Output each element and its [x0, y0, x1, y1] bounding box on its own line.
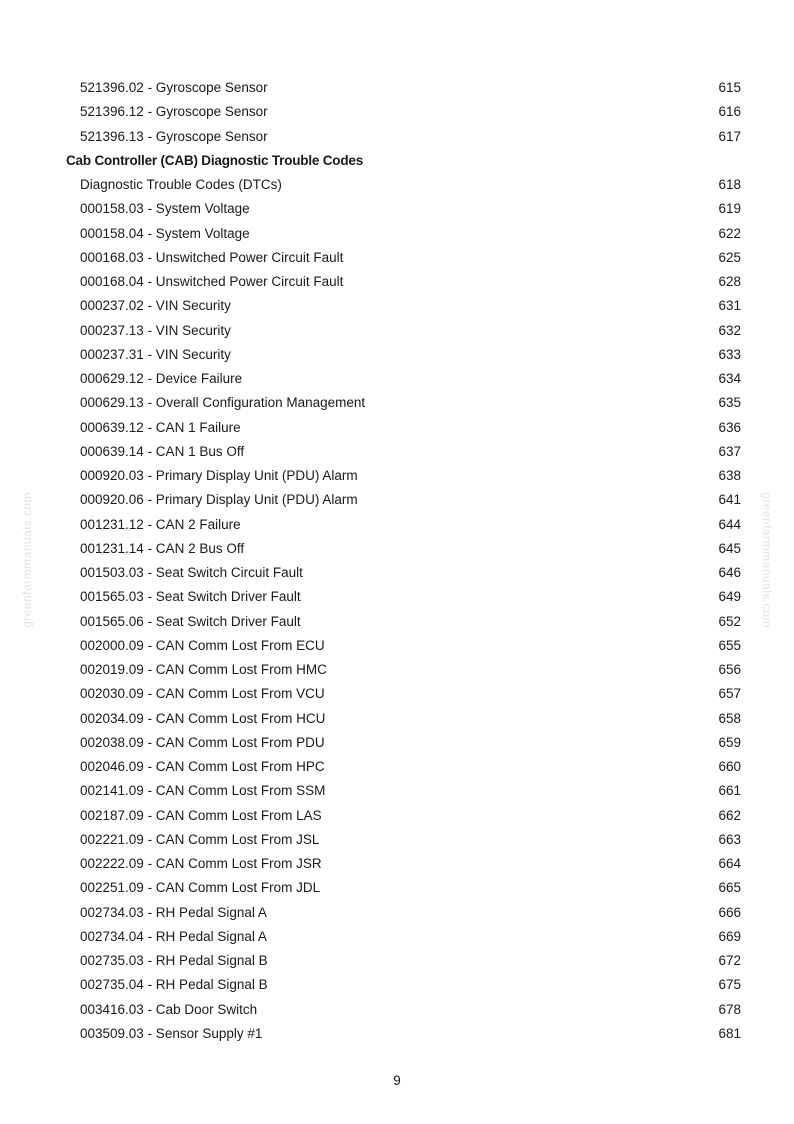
toc-entry-page-number: 636	[718, 419, 741, 435]
toc-entry-title: 002735.04 - RH Pedal Signal B	[80, 977, 268, 993]
toc-entry-page-number: 637	[718, 443, 741, 459]
toc-entry[interactable]	[0, 416, 794, 440]
toc-entry-title: 002734.03 - RH Pedal Signal A	[80, 904, 267, 920]
toc-entry[interactable]	[0, 513, 794, 537]
toc-entry-page-number: 656	[718, 662, 741, 677]
toc-entry[interactable]	[0, 610, 794, 634]
toc-entry-title: 002034.09 - CAN Comm Lost From HCU	[80, 710, 326, 726]
watermark-left: greenfarmmanuals.com	[20, 491, 34, 629]
toc-entry-page-number: 662	[718, 807, 741, 823]
toc-entry-page-number: 625	[718, 249, 741, 265]
toc-entry-title: 521396.12 - Gyroscope Sensor	[80, 104, 268, 120]
toc-entry-title: 000158.03 - System Voltage	[80, 201, 250, 217]
toc-entry-page-number: 681	[718, 1025, 741, 1041]
toc-entry-title: 000639.14 - CAN 1 Bus Off	[80, 443, 245, 459]
toc-entry[interactable]	[0, 852, 794, 876]
toc-entry-page-number: 638	[718, 468, 741, 483]
toc-entry[interactable]	[0, 100, 794, 124]
toc-entry[interactable]	[0, 76, 794, 100]
toc-entry-page-number: 665	[718, 880, 741, 896]
toc-entry-page-number: 616	[718, 104, 741, 120]
toc-entry[interactable]	[0, 949, 794, 973]
toc-entry[interactable]	[0, 270, 794, 294]
toc-entry-title: 521396.13 - Gyroscope Sensor	[80, 128, 268, 144]
toc-entry-page-number: 678	[718, 1001, 741, 1017]
toc-entry-title: 000168.04 - Unswitched Power Circuit Fault	[80, 274, 344, 289]
toc-entry-title: 000639.12 - CAN 1 Failure	[80, 419, 241, 435]
section-heading-title: Cab Controller (CAB) Diagnostic Trouble Codes	[66, 152, 364, 168]
toc-entry-title: 000920.03 - Primary Display Unit (PDU) Alarm	[80, 468, 358, 483]
toc-entry[interactable]	[0, 367, 794, 391]
page-number: 9	[393, 1073, 401, 1088]
toc-entry-title: 000629.12 - Device Failure	[80, 371, 243, 386]
toc-entry-page-number: 659	[718, 734, 741, 750]
toc-entry[interactable]	[0, 197, 794, 221]
toc-entry-title: 002222.09 - CAN Comm Lost From JSR	[80, 856, 322, 871]
toc-entry-title: 001231.12 - CAN 2 Failure	[80, 516, 241, 532]
toc-entry[interactable]	[0, 707, 794, 731]
toc-entry[interactable]	[0, 294, 794, 318]
toc-entry-title: 002046.09 - CAN Comm Lost From HPC	[80, 759, 325, 774]
toc-entry-title: 000237.31 - VIN Security	[80, 346, 231, 362]
toc-entry-title: 002000.09 - CAN Comm Lost From ECU	[80, 637, 325, 653]
toc-entry-title: 001565.06 - Seat Switch Driver Fault	[80, 613, 301, 629]
toc-entry-page-number: 628	[718, 274, 741, 289]
toc-entry[interactable]	[0, 440, 794, 464]
toc-entry[interactable]	[0, 1022, 794, 1046]
toc-entry-title: 003509.03 - Sensor Supply #1	[80, 1025, 263, 1041]
toc-entry-page-number: 631	[718, 298, 741, 314]
toc-entry-page-number: 617	[718, 128, 741, 144]
toc-entry-title: 001565.03 - Seat Switch Driver Fault	[80, 589, 301, 605]
toc-entry-page-number: 633	[718, 346, 741, 362]
toc-entry-page-number: 641	[718, 492, 741, 508]
toc-entry-title: 002030.09 - CAN Comm Lost From VCU	[80, 686, 325, 702]
toc-entry-page-number: 619	[718, 201, 741, 217]
toc-entry-title: 000920.06 - Primary Display Unit (PDU) Alarm	[80, 492, 358, 508]
toc-entry[interactable]	[0, 828, 794, 852]
toc-entry[interactable]	[0, 731, 794, 755]
toc-entry-page-number: 618	[718, 177, 741, 192]
toc-entry-page-number: 649	[718, 589, 741, 605]
toc-entry[interactable]	[0, 634, 794, 658]
toc-entry-page-number: 646	[718, 565, 741, 580]
toc-entry-page-number: 669	[718, 928, 741, 944]
toc-entry-page-number: 658	[718, 710, 741, 726]
toc-entry-title: 000158.04 - System Voltage	[80, 225, 250, 241]
toc-entry-title: 003416.03 - Cab Door Switch	[80, 1001, 258, 1017]
toc-entry-page-number: 632	[718, 322, 741, 338]
toc-entry-title: 002735.03 - RH Pedal Signal B	[80, 953, 268, 968]
toc-entry[interactable]	[0, 585, 794, 609]
toc-entry-title: 001503.03 - Seat Switch Circuit Fault	[80, 565, 303, 580]
toc-entry-title: 002734.04 - RH Pedal Signal A	[80, 928, 267, 944]
toc-entry-title: 521396.02 - Gyroscope Sensor	[80, 80, 268, 95]
toc-entry[interactable]	[0, 391, 794, 415]
toc-entry[interactable]	[0, 682, 794, 706]
toc-entry-page-number: 634	[718, 371, 741, 386]
toc-entry-title: 002038.09 - CAN Comm Lost From PDU	[80, 734, 325, 750]
toc-entry-page-number: 664	[718, 856, 741, 871]
toc-entry-title: 000629.13 - Overall Configuration Management	[80, 395, 366, 411]
toc-entry-title: Diagnostic Trouble Codes (DTCs)	[80, 177, 282, 192]
toc-entry[interactable]	[0, 998, 794, 1022]
toc-entry-title: 000237.13 - VIN Security	[80, 322, 231, 338]
toc-entry[interactable]	[0, 901, 794, 925]
toc-entry[interactable]	[0, 464, 794, 488]
watermark-right: greenfarmmanuals.com	[760, 491, 774, 629]
toc-entry[interactable]	[0, 925, 794, 949]
toc-entry[interactable]	[0, 755, 794, 779]
toc-entry[interactable]	[0, 561, 794, 585]
toc-entry-page-number: 622	[718, 225, 741, 241]
toc-entry[interactable]	[0, 343, 794, 367]
toc-entry-title: 002141.09 - CAN Comm Lost From SSM	[80, 783, 326, 799]
toc-entry-page-number: 675	[718, 977, 741, 993]
toc-entry[interactable]	[0, 537, 794, 561]
toc-entry[interactable]	[0, 246, 794, 270]
toc-entry[interactable]	[0, 488, 794, 512]
toc-entry[interactable]	[0, 804, 794, 828]
toc-entry[interactable]	[0, 973, 794, 997]
toc-entry[interactable]	[0, 779, 794, 803]
toc-entry-page-number: 615	[718, 80, 741, 95]
toc-entry[interactable]	[0, 876, 794, 900]
toc-entry[interactable]	[0, 319, 794, 343]
toc-entry-title: 000168.03 - Unswitched Power Circuit Fault	[80, 249, 344, 265]
toc-entry-title: 001231.14 - CAN 2 Bus Off	[80, 540, 245, 556]
toc-entry-page-number: 657	[718, 686, 741, 702]
toc-entry-page-number: 652	[718, 613, 741, 629]
toc-entry-page-number: 635	[718, 395, 741, 411]
toc-entry-title: 000237.02 - VIN Security	[80, 298, 231, 314]
toc-entry-page-number: 660	[718, 759, 741, 774]
toc-entry[interactable]	[0, 222, 794, 246]
toc-entry[interactable]	[0, 173, 794, 197]
toc-entry-page-number: 644	[718, 516, 741, 532]
toc-entry[interactable]	[0, 658, 794, 682]
toc-entry-page-number: 672	[718, 953, 741, 968]
toc-entry-page-number: 645	[718, 540, 741, 556]
toc-entry-page-number: 661	[718, 783, 741, 799]
toc-entry-title: 002251.09 - CAN Comm Lost From JDL	[80, 880, 321, 896]
toc-entry[interactable]	[0, 125, 794, 149]
toc-entry-title: 002221.09 - CAN Comm Lost From JSL	[80, 831, 320, 847]
toc-entry-title: 002019.09 - CAN Comm Lost From HMC	[80, 662, 327, 677]
section-heading	[0, 149, 794, 173]
table-of-contents	[0, 76, 794, 1046]
toc-entry-title: 002187.09 - CAN Comm Lost From LAS	[80, 807, 322, 823]
toc-entry-page-number: 663	[718, 831, 741, 847]
toc-entry-page-number: 666	[718, 904, 741, 920]
toc-entry-page-number: 655	[718, 637, 741, 653]
